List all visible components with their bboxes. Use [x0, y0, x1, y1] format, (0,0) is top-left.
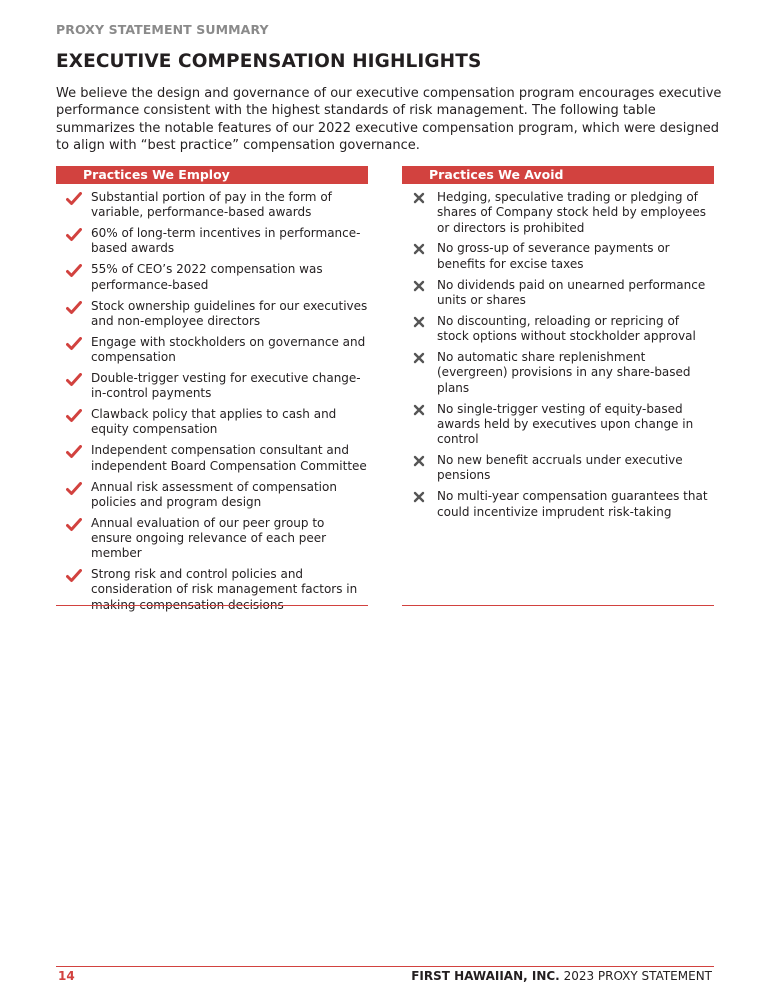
list-item — [402, 314, 714, 345]
list-item — [56, 226, 368, 257]
x-mark-icon — [412, 243, 428, 257]
list-item — [56, 335, 368, 366]
list-item-text: Annual risk assessment of compensation policies and program design — [91, 479, 337, 509]
page-title: EXECUTIVE COMPENSATION HIGHLIGHTS — [56, 51, 482, 72]
list-item-text: Engage with stockholders on governance and compensation — [91, 334, 366, 365]
x-mark-icon — [412, 352, 428, 366]
list-item-text: Hedging, speculative trading or pledging of shares of Company stock held by employees or directors is prohibited — [437, 190, 707, 235]
check-icon — [66, 373, 82, 387]
list-item-text: No single-trigger vesting of equity-based awards held by executives upon change in control — [437, 401, 694, 447]
page-number: 14 — [58, 969, 75, 983]
footer-document-title — [411, 969, 712, 983]
list-item — [56, 407, 368, 438]
list-item-text: Substantial portion of pay in the form of variable, performance-based awards — [91, 190, 332, 220]
list-item-text: No new benefit accruals under executive pensions — [437, 453, 683, 483]
x-mark-icon — [412, 316, 428, 330]
list-item-text: Strong risk and control policies and consideration of risk management factors in making compensation decisions — [91, 567, 358, 612]
list-item — [56, 516, 368, 562]
list-item — [56, 190, 368, 221]
check-icon — [66, 228, 82, 242]
avoid-bottom-rule — [402, 605, 714, 606]
practices-employ-list — [56, 184, 368, 613]
check-icon — [66, 518, 82, 532]
list-item — [56, 480, 368, 511]
check-icon — [66, 337, 82, 351]
list-item-text: No gross-up of severance payments or benefits for excise taxes — [437, 241, 670, 271]
list-item — [402, 350, 714, 396]
list-item — [402, 190, 714, 236]
section-label: PROXY STATEMENT SUMMARY — [56, 22, 269, 37]
x-mark-icon — [412, 491, 428, 505]
intro-paragraph: We believe the design and governance of our executive compensation program encourages executive performance consistent with the highest standards of risk management. The following table summarizes the notable features of our 2022 executive compensation program, which were designed to align with “best practice” compensation governance. — [56, 86, 722, 153]
footer-company: FIRST HAWAIIAN, INC. — [411, 969, 560, 983]
x-mark-icon — [412, 192, 428, 206]
list-item-text: No automatic share replenishment (evergreen) provisions in any share-based plans — [437, 350, 691, 395]
list-item-text: Stock ownership guidelines for our executives and non-employee directors — [91, 298, 368, 328]
list-item-text: Clawback policy that applies to cash and equity compensation — [91, 407, 337, 437]
check-icon — [66, 482, 82, 496]
list-item-text: Double-trigger vesting for executive change-in-control payments — [91, 370, 361, 401]
check-icon — [66, 409, 82, 423]
list-item — [402, 278, 714, 309]
practices-avoid-heading: Practices We Avoid — [402, 166, 714, 184]
list-item-text: Annual evaluation of our peer group to ensure ongoing relevance of each peer member — [91, 515, 327, 561]
practices-avoid-column — [402, 166, 714, 525]
list-item-text: No discounting, reloading or repricing of stock options without stockholder approval — [437, 313, 696, 344]
list-item-text: Independent compensation consultant and independent Board Compensation Committee — [91, 443, 367, 473]
practices-avoid-list — [402, 184, 714, 520]
list-item — [56, 567, 368, 613]
check-icon — [66, 192, 82, 206]
check-icon — [66, 569, 82, 583]
list-item-text: 55% of CEO’s 2022 compensation was performance-based — [91, 262, 323, 292]
list-item — [56, 443, 368, 474]
x-mark-icon — [412, 455, 428, 469]
list-item-text: No multi-year compensation guarantees that could incentivize imprudent risk-taking — [437, 489, 708, 519]
footer-rule — [56, 966, 714, 967]
check-icon — [66, 301, 82, 315]
practices-employ-column — [56, 166, 368, 619]
list-item — [402, 241, 714, 272]
list-item-text: No dividends paid on unearned performance units or shares — [437, 277, 706, 307]
practices-employ-heading: Practices We Employ — [56, 166, 368, 184]
list-item — [402, 489, 714, 520]
x-mark-icon — [412, 404, 428, 418]
check-icon — [66, 264, 82, 278]
footer-doc-title: 2023 PROXY STATEMENT — [563, 969, 712, 983]
list-item — [56, 299, 368, 330]
list-item — [56, 371, 368, 402]
employ-bottom-rule — [56, 605, 368, 606]
x-mark-icon — [412, 280, 428, 294]
list-item-text: 60% of long-term incentives in performance-based awards — [91, 226, 361, 256]
list-item — [56, 262, 368, 293]
check-icon — [66, 445, 82, 459]
list-item — [402, 402, 714, 448]
list-item — [402, 453, 714, 484]
